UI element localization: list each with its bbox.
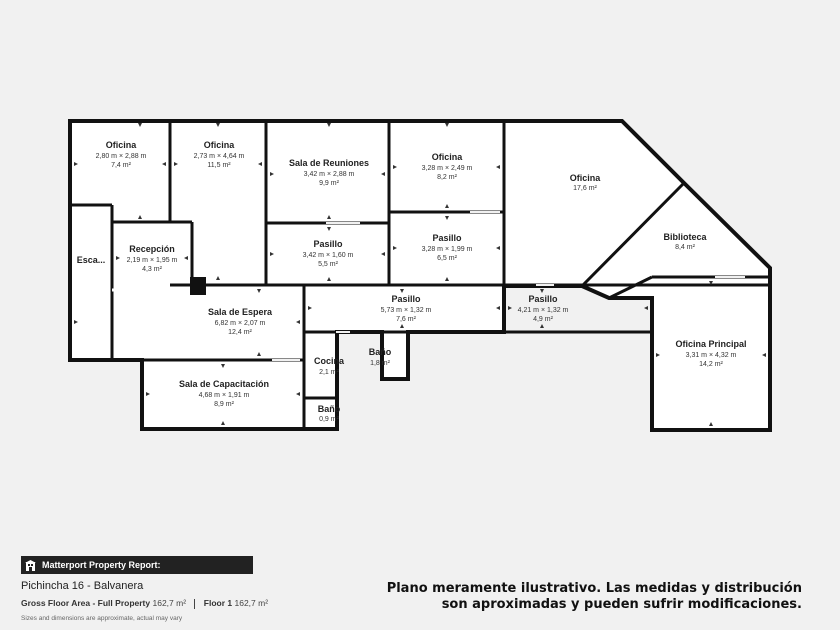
svg-text:11,5 m²: 11,5 m² — [207, 162, 231, 169]
floor-area-value: 162,7 m² — [234, 598, 269, 608]
approximation-note: Sizes and dimensions are approximate, actual may vary — [21, 614, 183, 622]
svg-text:17,6 m²: 17,6 m² — [573, 185, 597, 192]
svg-text:2,1 m²: 2,1 m² — [319, 369, 339, 376]
svg-text:Sala de Espera: Sala de Espera — [207, 307, 273, 317]
svg-text:Sala de Capacitación: Sala de Capacitación — [178, 379, 270, 389]
svg-text:Pasillo: Pasillo — [391, 294, 421, 304]
svg-text:Biblioteca: Biblioteca — [663, 232, 707, 242]
disclaimer-line-2: son aproximadas y pueden sufrir modificaciones. — [441, 597, 802, 612]
svg-text:0,9 m²: 0,9 m² — [319, 416, 339, 423]
svg-text:2,80 m × 2,88 m: 2,80 m × 2,88 m — [95, 153, 147, 160]
room-bano-2 — [318, 404, 341, 423]
svg-text:4,9 m²: 4,9 m² — [533, 316, 553, 323]
property-address: Pichincha 16 - Balvanera — [21, 580, 144, 592]
svg-text:8,2 m²: 8,2 m² — [437, 174, 457, 181]
svg-text:2,73 m × 4,64 m: 2,73 m × 4,64 m — [193, 153, 245, 160]
svg-text:3,28 m × 1,99 m: 3,28 m × 1,99 m — [421, 246, 473, 253]
report-header-label: Matterport Property Report: — [42, 560, 161, 570]
svg-text:5,73 m × 1,32 m: 5,73 m × 1,32 m — [380, 307, 432, 314]
svg-text:Pasillo: Pasillo — [528, 294, 558, 304]
svg-text:4,3 m²: 4,3 m² — [142, 266, 162, 273]
area-stats — [21, 598, 321, 609]
svg-text:Oficina: Oficina — [569, 173, 601, 183]
svg-text:9,9 m²: 9,9 m² — [319, 180, 339, 187]
disclaimer-line-1: Plano meramente ilustrativo. Las medidas y distribución — [386, 581, 802, 596]
svg-text:Sala de Reuniones: Sala de Reuniones — [288, 158, 370, 168]
svg-text:Recepción: Recepción — [129, 244, 175, 254]
svg-text:5,5 m²: 5,5 m² — [318, 261, 338, 268]
svg-text:Baño: Baño — [317, 404, 341, 414]
report-header — [21, 556, 253, 574]
svg-text:3,28 m × 2,49 m: 3,28 m × 2,49 m — [421, 165, 473, 172]
svg-text:6,5 m²: 6,5 m² — [437, 255, 457, 262]
svg-text:6,82 m × 2,07 m: 6,82 m × 2,07 m — [214, 320, 266, 327]
property-report — [21, 556, 321, 622]
disclaimer — [380, 581, 802, 613]
svg-text:3,42 m × 2,88 m: 3,42 m × 2,88 m — [303, 171, 355, 178]
svg-text:Esca...: Esca... — [76, 255, 106, 265]
svg-text:4,68 m × 1,91 m: 4,68 m × 1,91 m — [198, 392, 250, 399]
svg-text:3,42 m × 1,60 m: 3,42 m × 1,60 m — [302, 252, 354, 259]
stair-block — [190, 277, 206, 295]
building-icon — [25, 560, 36, 571]
svg-text:8,4 m²: 8,4 m² — [675, 244, 695, 251]
svg-text:Cocina: Cocina — [313, 356, 345, 366]
svg-text:3,31 m × 4,32 m: 3,31 m × 4,32 m — [685, 352, 737, 359]
svg-text:Oficina: Oficina — [105, 140, 137, 150]
svg-text:8,9 m²: 8,9 m² — [214, 401, 234, 408]
svg-text:Pasillo: Pasillo — [313, 239, 343, 249]
stats-divider — [194, 599, 195, 609]
svg-text:Oficina: Oficina — [431, 152, 463, 162]
room-oficina-4 — [570, 173, 602, 192]
svg-text:12,4 m²: 12,4 m² — [228, 329, 252, 336]
room-escalera — [77, 255, 106, 265]
svg-text:Oficina: Oficina — [203, 140, 235, 150]
svg-text:7,4 m²: 7,4 m² — [111, 162, 131, 169]
svg-text:1,8 m²: 1,8 m² — [370, 360, 390, 367]
floor-label: Floor 1 — [203, 598, 233, 608]
svg-text:14,2 m²: 14,2 m² — [699, 361, 723, 368]
svg-text:7,6 m²: 7,6 m² — [396, 316, 416, 323]
svg-text:Baño: Baño — [368, 347, 392, 357]
gross-area-label: Gross Floor Area - Full Property — [21, 598, 151, 608]
svg-text:Pasillo: Pasillo — [432, 233, 462, 243]
svg-text:4,21 m × 1,32 m: 4,21 m × 1,32 m — [517, 307, 569, 314]
gross-area-value: 162,7 m² — [152, 598, 187, 608]
room-pasillo-4 — [518, 294, 569, 323]
svg-text:Oficina Principal: Oficina Principal — [675, 339, 747, 349]
svg-text:2,19 m × 1,95 m: 2,19 m × 1,95 m — [126, 257, 178, 264]
